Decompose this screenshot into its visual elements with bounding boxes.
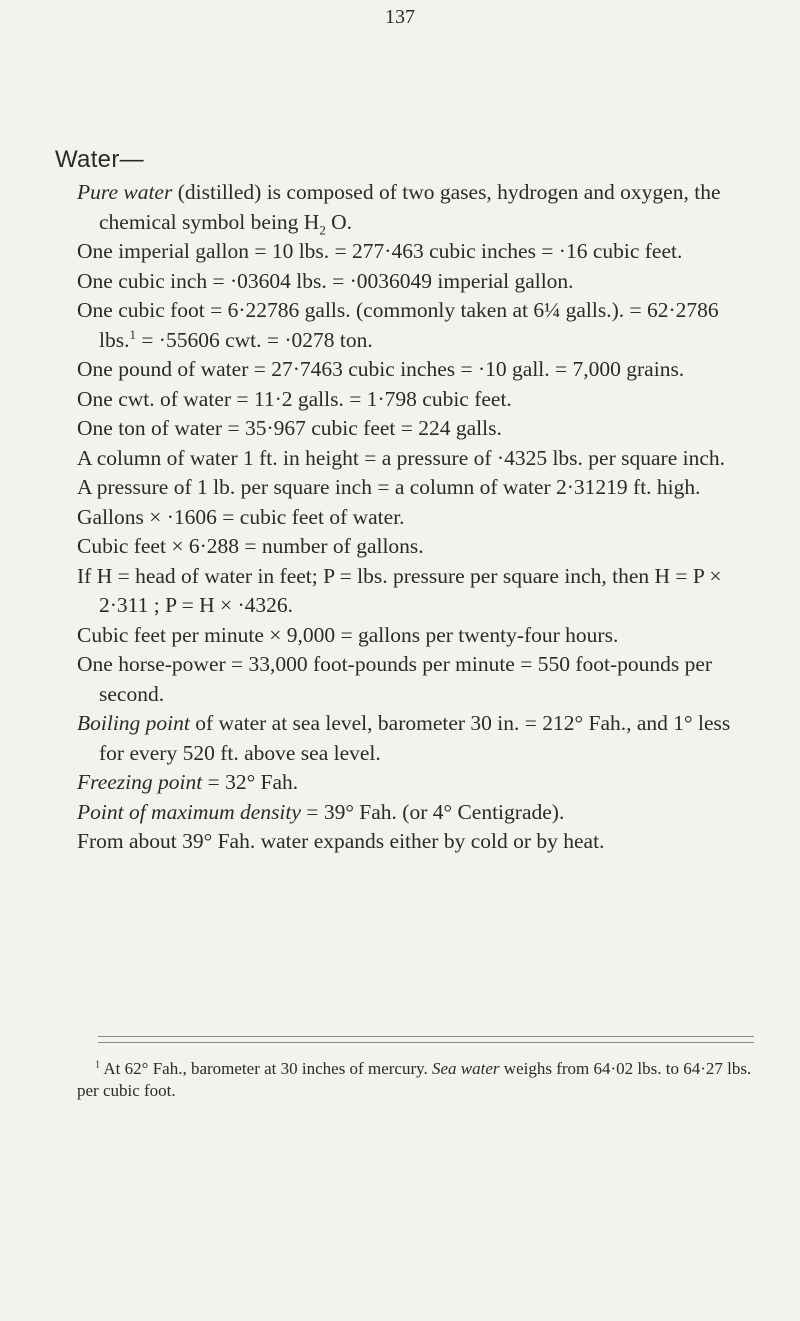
pure-water-tail: O.	[325, 209, 353, 234]
entry-gallons-conversion: Gallons × ·1606 = cubic feet of water.	[77, 504, 405, 529]
section-heading: Water—	[55, 146, 144, 173]
entry-pound: One pound of water = 27·7463 cubic inches = ·10 gall. = 7,000 grains.	[77, 357, 685, 381]
entry-cubic-conversion: Cubic feet × 6·288 = number of gallons.	[77, 534, 424, 558]
cubic-foot-tail: = ·55606 cwt. = ·0278 ton.	[135, 327, 373, 352]
entry-cubic-inch: One cubic inch = ·03604 lbs. = ·0036049 imperial gallon.	[77, 268, 574, 293]
maximum-density-text: = 39° Fah. (or 4° Centigrade).	[300, 799, 565, 824]
footnote-text: At 62° Fah., barometer at 30 inches of mercury.	[100, 1059, 433, 1078]
term-pure-water: Pure water	[77, 180, 173, 204]
footnote	[77, 1058, 757, 1102]
footnote-tail: weighs from 64·02 lbs. to 64·27 lbs. per cubic foot.	[77, 1059, 752, 1100]
entry-imperial-gallon: One imperial gallon = 10 lbs. = 277·463 cubic inches = ·16 cubic feet.	[77, 239, 683, 263]
term-maximum-density: Point of maximum density	[77, 799, 301, 824]
entry-maximum-density	[77, 798, 749, 828]
entry-expansion: From about 39° Fah. water expands either by cold or by heat.	[77, 829, 605, 853]
footnote-divider	[98, 1036, 754, 1037]
term-boiling-point: Boiling point	[77, 711, 190, 735]
footnote-mark: 1	[95, 1059, 101, 1071]
footnote-term-sea-water: Sea water	[432, 1059, 500, 1078]
entry-horse-power: One horse-power = 33,000 foot-pounds per minute = 550 foot-pounds per second.	[77, 652, 713, 706]
entry-cubic-foot	[77, 296, 749, 355]
entry-per-minute: Cubic feet per minute × 9,000 = gallons per twenty-four hours.	[77, 622, 619, 647]
entry-pressure: A pressure of 1 lb. per square inch = a column of water 2·31219 ft. high.	[77, 475, 701, 499]
entry-ton: One ton of water = 35·967 cubic feet = 224 galls.	[77, 416, 502, 440]
page-number: 137	[385, 6, 415, 28]
entry-head: If H = head of water in feet; P = lbs. pressure per square inch, then H = P × 2·311 ; P = H × ·4326.	[77, 563, 722, 617]
freezing-point-text: = 32° Fah.	[202, 770, 299, 794]
cubic-foot-text: One cubic foot = 6·22786 galls. (commonly taken at 6¼ galls.). = 62·2786 lbs.	[77, 298, 719, 352]
entry-boiling-point	[77, 709, 749, 768]
entry-column: A column of water 1 ft. in height = a pressure of ·4325 lbs. per square inch.	[77, 445, 726, 470]
footnote-paragraph	[77, 1058, 757, 1102]
entry-freezing-point	[77, 768, 749, 798]
boiling-point-text: of water at sea level, barometer 30 in. = 212° Fah., and 1° less for every 520 ft. above sea level.	[99, 711, 731, 765]
footnote-reference: 1	[129, 327, 136, 342]
subscript-two: 2	[319, 222, 326, 237]
term-freezing-point: Freezing point	[77, 770, 203, 794]
entry-pure-water	[77, 178, 749, 237]
footnote-divider-thick	[98, 1042, 754, 1043]
entry-cwt: One cwt. of water = 11·2 galls. = 1·798 cubic feet.	[77, 386, 512, 411]
body-text	[77, 178, 749, 857]
pure-water-text: (distilled) is composed of two gases, hydrogen and oxygen, the chemical symbol being H	[99, 180, 721, 234]
